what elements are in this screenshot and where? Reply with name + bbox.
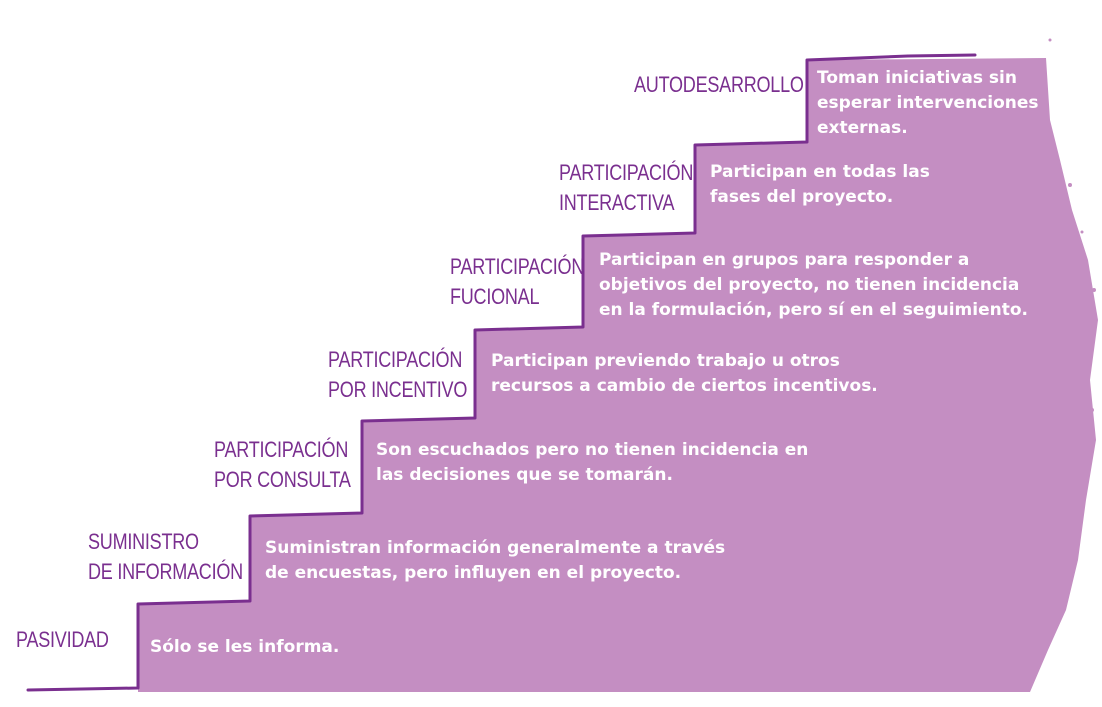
desc-line: recursos a cambio de ciertos incentivos. [491, 376, 878, 396]
step-label-autodesarrollo [634, 70, 804, 100]
label-line: PARTICIPACIÓN [328, 347, 463, 372]
step-label-incentivo [328, 345, 467, 405]
desc-line: objetivos del proyecto, no tienen incidencia [599, 275, 1020, 295]
desc-line: Toman iniciativas sin [817, 68, 1017, 88]
label-line: SUMINISTRO [88, 529, 199, 554]
step-desc-autodesarrollo [817, 66, 1039, 141]
desc-line: fases del proyecto. [710, 187, 894, 207]
label-line: PARTICIPACIÓN [559, 160, 694, 185]
step-desc-incentivo [491, 349, 878, 399]
desc-line: Participan previendo trabajo u otros [491, 351, 840, 371]
desc-line: externas. [817, 118, 908, 138]
label-line: FUCIONAL [450, 284, 540, 309]
desc-line: Sólo se les informa. [150, 637, 340, 657]
step-label-pasividad [16, 625, 109, 655]
step-label-fucional [450, 252, 584, 312]
step-desc-fucional [599, 248, 1028, 323]
label-line: AUTODESARROLLO [634, 72, 804, 97]
label-line: POR CONSULTA [214, 467, 351, 492]
desc-line: de encuestas, pero influyen en el proyecto. [265, 563, 682, 583]
step-desc-pasividad [150, 635, 339, 660]
desc-line: esperar intervenciones [817, 93, 1039, 113]
desc-line: Suministran información generalmente a través [265, 538, 726, 558]
desc-line: Participan en todas las [710, 162, 930, 182]
step-label-consulta [214, 435, 351, 495]
step-label-suministro [88, 527, 243, 587]
label-line: PASIVIDAD [16, 627, 109, 652]
step-label-interactiva [559, 158, 693, 218]
step-desc-interactiva [710, 160, 930, 210]
label-line: PARTICIPACIÓN [214, 437, 349, 462]
label-line: POR INCENTIVO [328, 377, 468, 402]
step-desc-consulta [376, 438, 808, 488]
label-line: INTERACTIVA [559, 190, 675, 215]
desc-line: las decisiones que se tomarán. [376, 465, 673, 485]
step-desc-suministro [265, 536, 725, 586]
desc-line: Participan en grupos para responder a [599, 250, 970, 270]
desc-line: Son escuchados pero no tienen incidencia en [376, 440, 809, 460]
label-line: DE INFORMACIÓN [88, 559, 243, 584]
label-line: PARTICIPACIÓN [450, 254, 585, 279]
desc-line: en la formulación, pero sí en el seguimiento. [599, 300, 1028, 320]
